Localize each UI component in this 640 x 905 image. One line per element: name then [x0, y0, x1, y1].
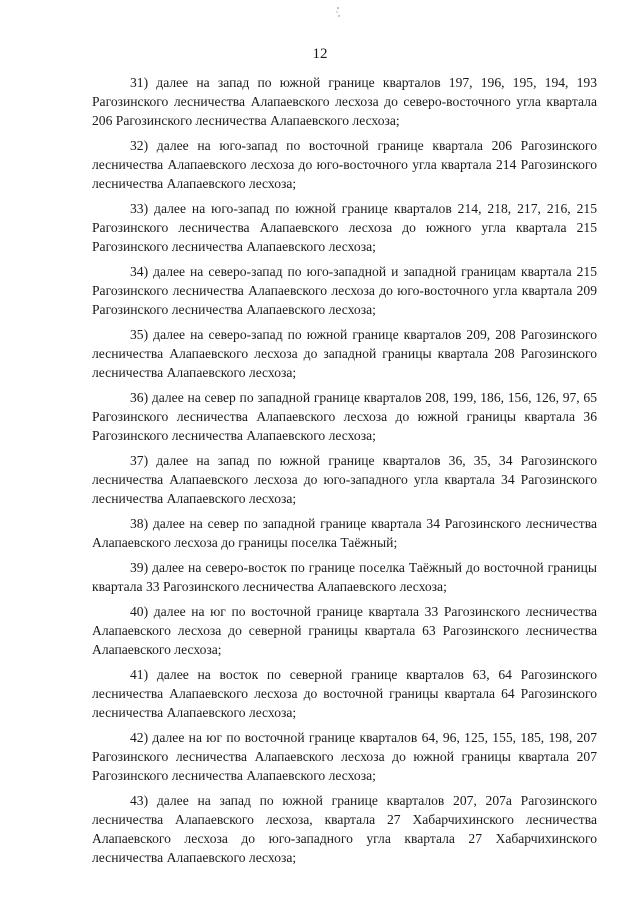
paragraph-41: 41) далее на восток по северной границе кварталов 63, 64 Рагозинского лесничества Алапаевского лесхоза до восточной границы квартала 64 Рагозинского лесничества Алапаевского лесхоза; — [92, 667, 597, 720]
paragraph-39: 39) далее на северо-восток по границе поселка Таёжный до восточной границы квартала 33 Рагозинского лесничества Алапаевского лесхоза; — [92, 560, 597, 594]
paragraph-36: 36) далее на север по западной границе кварталов 208, 199, 186, 156, 126, 97, 65 Рагозинского лесничества Алапаевского лесхоза до южной границы квартала 36 Рагозинского лесничества Алапаевского лесхоза; — [92, 390, 597, 443]
paragraph-35: 35) далее на северо-запад по южной границе кварталов 209, 208 Рагозинского лесничества Алапаевского лесхоза до западной границы квартала 208 Рагозинского лесничества Алапаевского лесхоза; — [92, 327, 597, 380]
paragraph-40: 40) далее на юг по восточной границе квартала 33 Рагозинского лесничества Алапаевского лесхоза до северной границы квартала 63 Рагозинского лесничества Алапаевского лесхоза; — [92, 604, 597, 657]
paragraph-32: 32) далее на юго-запад по восточной границе квартала 206 Рагозинского лесничества Алапаевского лесхоза до юго-восточного угла квартала 214 Рагозинского лесничества Алапаевского лесхоза; — [92, 138, 597, 191]
paragraph-38: 38) далее на север по западной границе квартала 34 Рагозинского лесничества Алапаевского лесхоза до границы поселка Таёжный; — [92, 516, 597, 550]
paragraph-37: 37) далее на запад по южной границе кварталов 36, 35, 34 Рагозинского лесничества Алапаевского лесхоза до юго-западного угла квартала 34 Рагозинского лесничества Алапаевского лесхоза; — [92, 453, 597, 506]
paragraph-34: 34) далее на северо-запад по юго-западной и западной границам квартала 215 Рагозинского лесничества Алапаевского лесхоза до юго-восточного угла квартала 209 Рагозинского лесничества Алапаевского лесхоза; — [92, 264, 597, 317]
scan-speck-mark — [335, 6, 341, 18]
paragraph-42: 42) далее на юг по восточной границе кварталов 64, 96, 125, 155, 185, 198, 207 Рагозинского лесничества Алапаевского лесхоза до южной границы квартала 207 Рагозинского лесничества Алапаевского лесхоза; — [92, 730, 597, 783]
paragraph-33: 33) далее на юго-запад по южной границе кварталов 214, 218, 217, 216, 215 Рагозинского лесничества Алапаевского лесхоза до южного угла квартала 215 Рагозинского лесничества Алапаевского лесхоза; — [92, 201, 597, 254]
paragraph-43: 43) далее на запад по южной границе кварталов 207, 207а Рагозинского лесничества Алапаевского лесхоза, квартала 27 Хабарчихинского лесничества Алапаевского лесхоза до юго-западного угла квартала 27 Хабарчихинского лесничества Алапаевского лесхоза; — [92, 793, 597, 865]
paragraph-31: 31) далее на запад по южной границе кварталов 197, 196, 195, 194, 193 Рагозинского лесничества Алапаевского лесхоза до северо-восточного угла квартала 206 Рагозинского лесничества Алапаевского лесхоза; — [92, 75, 597, 128]
page-number: 12 — [312, 46, 328, 62]
document-body — [92, 73, 597, 873]
